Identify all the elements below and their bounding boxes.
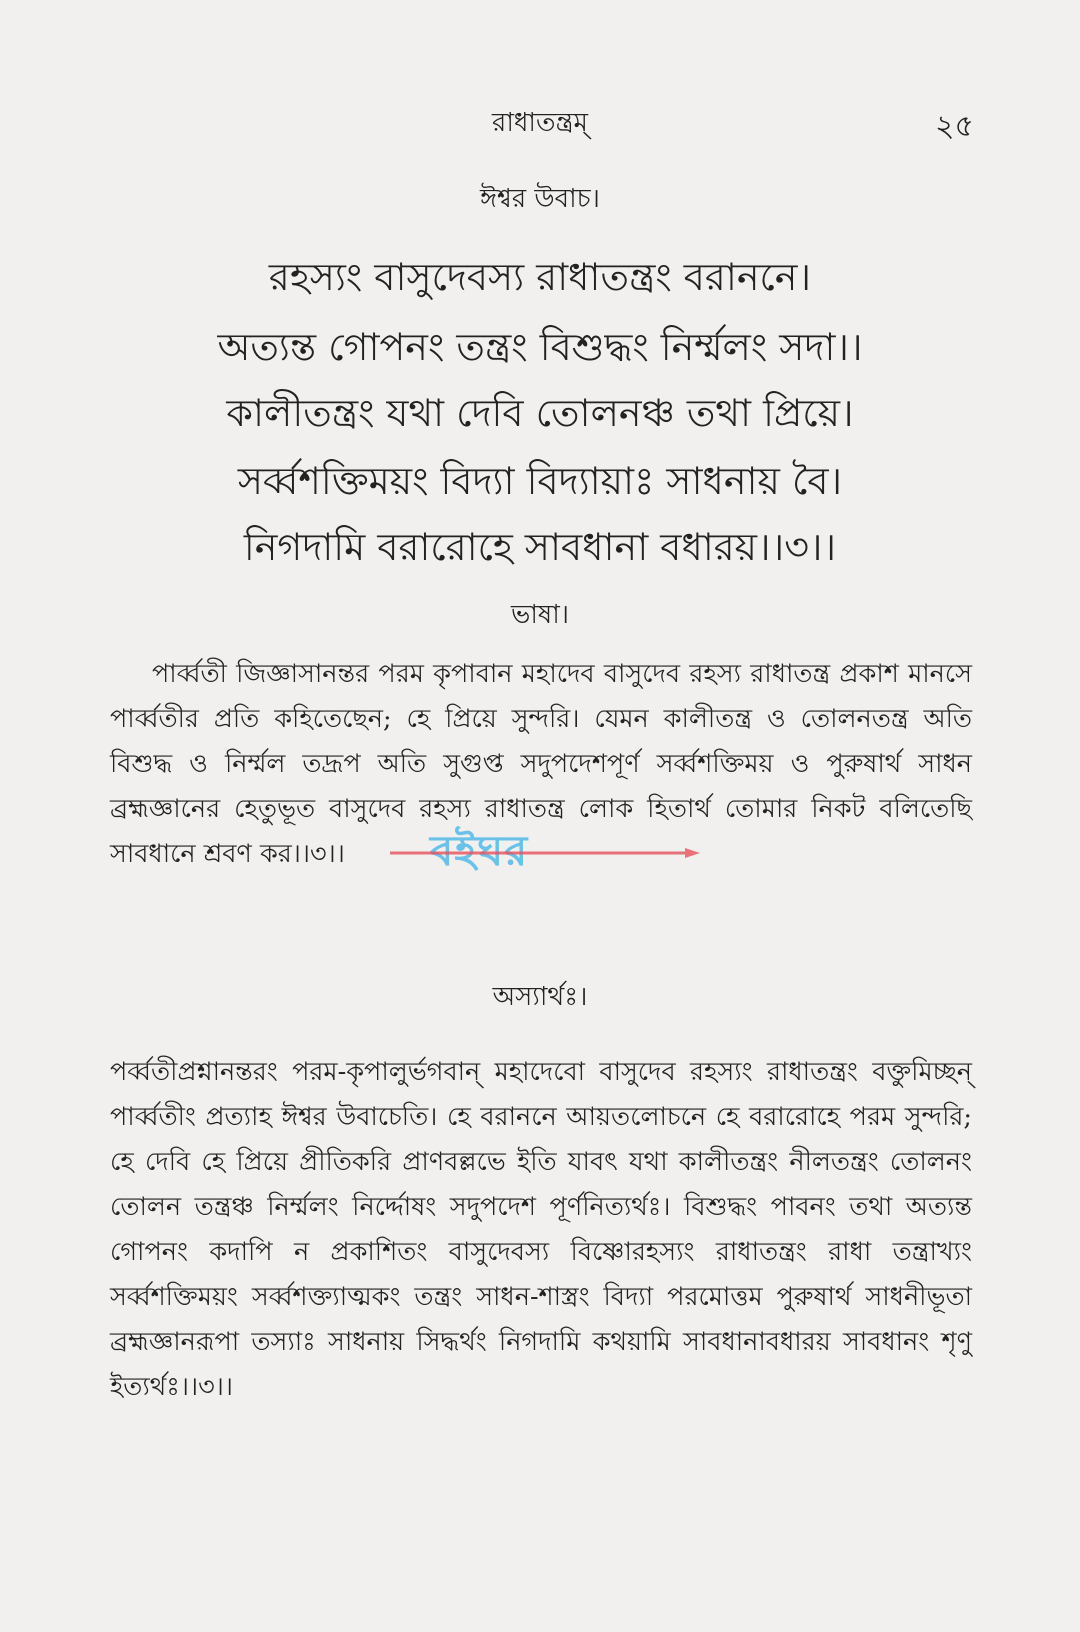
page-number: ২৫	[935, 109, 974, 144]
watermark-arrow-icon	[390, 848, 700, 858]
verse-line: রহস্যং বাসুদেবস্য রাধাতন্ত্রং বরাননে।	[268, 255, 812, 299]
verse-line: কালীতন্ত্রং যথা দেবি তোলনঞ্চ তথা প্রিয়ে।	[226, 391, 854, 435]
asyartha-heading: অস্যার্থঃ।	[492, 982, 588, 1012]
verse-line: সর্ব্বশক্তিময়ং বিদ্যা বিদ্যায়াঃ সাধনায় বৈ।	[237, 459, 843, 503]
watermark-logo: বইঘর	[430, 826, 529, 875]
bhasha-heading: ভাষা।	[510, 600, 570, 630]
bhasha-paragraph: পার্ব্বতী জিজ্ঞাসানন্তর পরম কৃপাবান মহাদেব বাসুদেব রহস্য রাধাতন্ত্র প্রকাশ মানসে পার্ব্বতীর প্রতি কহিতেছেন; হে প্রিয়ে সুন্দরি। যেমন কালীতন্ত্র ও তোলনতন্ত্র অতি বিশুদ্ধ ও নির্ম্মল তদ্রূপ অতি সুগুপ্ত সদুপদেশপূর্ণ সর্ব্বশক্তিময় ও পুরুষার্থ সাধন ব্রহ্মজ্ঞানের হেতুভূত বাসুদেব রহস্য রাধাতন্ত্র লোক হিতার্থ তোমার নিকট বলিতেছি সাবধানে শ্রবণ কর।।৩।।	[110, 659, 972, 869]
running-header-title: রাধাতন্ত্রম্	[492, 108, 588, 138]
verse-line: নিগদামি বরারোহে সাবধানা বধারয়।।৩।।	[243, 525, 837, 569]
verse-line: অত্যন্ত গোপনং তন্ত্রং বিশুদ্ধং নির্ম্মলং সদা।।	[217, 325, 863, 369]
asyartha-paragraph: পর্ব্বতীপ্রশ্নানন্তরং পরম-কৃপালুর্ভগবান্ মহাদেবো বাসুদেব রহস্যং রাধাতন্ত্রং বক্তুমিচ্ছন্ পার্ব্বতীং প্রত্যাহ ঈশ্বর উবাচেতি। হে বরাননে আয়তলোচনে হে বরারোহে পরম সুন্দরি; হে দেবি হে প্রিয়ে প্রীতিকরি প্রাণবল্লভে ইতি যাবৎ যথা কালীতন্ত্রং নীলতন্ত্রং তোলনং তোলন তন্ত্রঞ্চ নির্ম্মলং নির্দ্দোষং সদুপদেশ পূর্ণনিত্যর্থঃ। বিশুদ্ধং পাবনং তথা অত্যন্ত গোপনং কদাপি ন প্রকাশিতং বাসুদেবস্য বিষ্ণোরহস্যং রাধাতন্ত্রং রাধা তন্ত্রাখ্যং সর্ব্বশক্তিময়ং সর্ব্বশক্ত্যাত্মকং তন্ত্রং সাধন-শাস্ত্রং বিদ্যা পরমোত্তম পুরুষার্থ সাধনীভূতা ব্রহ্মজ্ঞানরূপা তস্যাঃ সাধনায় সিদ্ধর্থং নিগদামি কথয়ামি সাবধানাবধারয় সাবধানং শৃণু ইত্যর্থঃ।।৩।।	[110, 1057, 972, 1402]
speaker-label: ঈশ্বর উবাচ।	[480, 184, 600, 214]
